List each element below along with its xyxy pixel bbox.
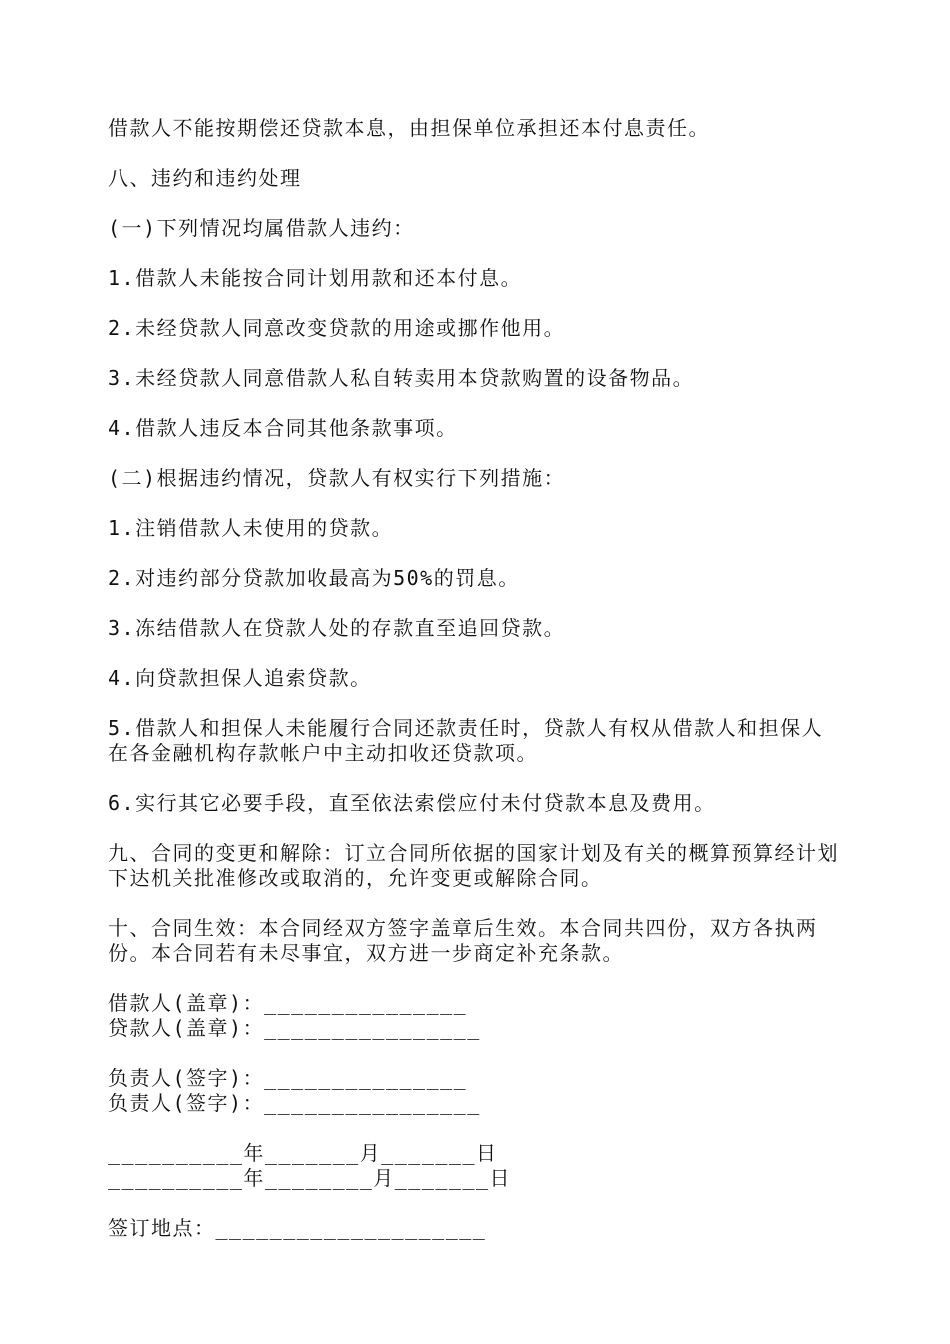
date-line: __________年_______月_______日 [108, 1141, 498, 1165]
list-item: 2.对违约部分贷款加收最高为50%的罚息。 [108, 566, 520, 590]
subsection-breach-cases: (一)下列情况均属借款人违约： [108, 216, 415, 240]
list-item: 1.借款人未能按合同计划用款和还本付息。 [108, 266, 523, 290]
list-item: 3.未经贷款人同意借款人私自转卖用本贷款购置的设备物品。 [108, 366, 695, 390]
list-item: 1.注销借款人未使用的贷款。 [108, 516, 394, 540]
list-item: 3.冻结借款人在贷款人处的存款直至追回贷款。 [108, 616, 566, 640]
section-effectiveness: 十、合同生效：本合同经双方签字盖章后生效。本合同共四份，双方各执两份。本合同若有未尽事宜，双方进一步商定补充条款。 [108, 916, 818, 965]
contract-page [108, 116, 844, 1241]
date-line: __________年________月_______日 [108, 1166, 512, 1190]
lender-seal-line: 贷款人(盖章)：________________ [108, 1016, 481, 1040]
responsible-signature-line: 负责人(签字)：________________ [108, 1091, 481, 1115]
subsection-remedies: (二)根据违约情况，贷款人有权实行下列措施： [108, 466, 566, 490]
borrower-seal-line: 借款人(盖章)：_______________ [108, 991, 468, 1015]
seal-block [108, 991, 844, 1041]
section-heading-breach: 八、违约和违约处理 [108, 166, 302, 190]
list-item: 6.实行其它必要手段，直至依法索偿应付未付贷款本息及费用。 [108, 791, 716, 815]
responsible-signature-line: 负责人(签字)：_______________ [108, 1066, 468, 1090]
list-item: 4.借款人违反本合同其他条款事项。 [108, 416, 458, 440]
date-block [108, 1141, 844, 1191]
section-change-termination: 九、合同的变更和解除：订立合同所依据的国家计划及有关的概算预算经计划下达机关批准修改或取消的，允许变更或解除合同。 [108, 841, 839, 890]
paragraph-guarantee: 借款人不能按期偿还贷款本息，由担保单位承担还本付息责任。 [108, 116, 710, 140]
list-item: 2.未经贷款人同意改变贷款的用途或挪作他用。 [108, 316, 566, 340]
list-item: 4.向贷款担保人追索贷款。 [108, 666, 372, 690]
list-item: 5.借款人和担保人未能履行合同还款责任时，贷款人有权从借款人和担保人在各金融机构存款帐户中主动扣收还贷款项。 [108, 716, 824, 765]
signing-place-line: 签订地点：____________________ [108, 1216, 487, 1240]
signature-block [108, 1066, 844, 1116]
